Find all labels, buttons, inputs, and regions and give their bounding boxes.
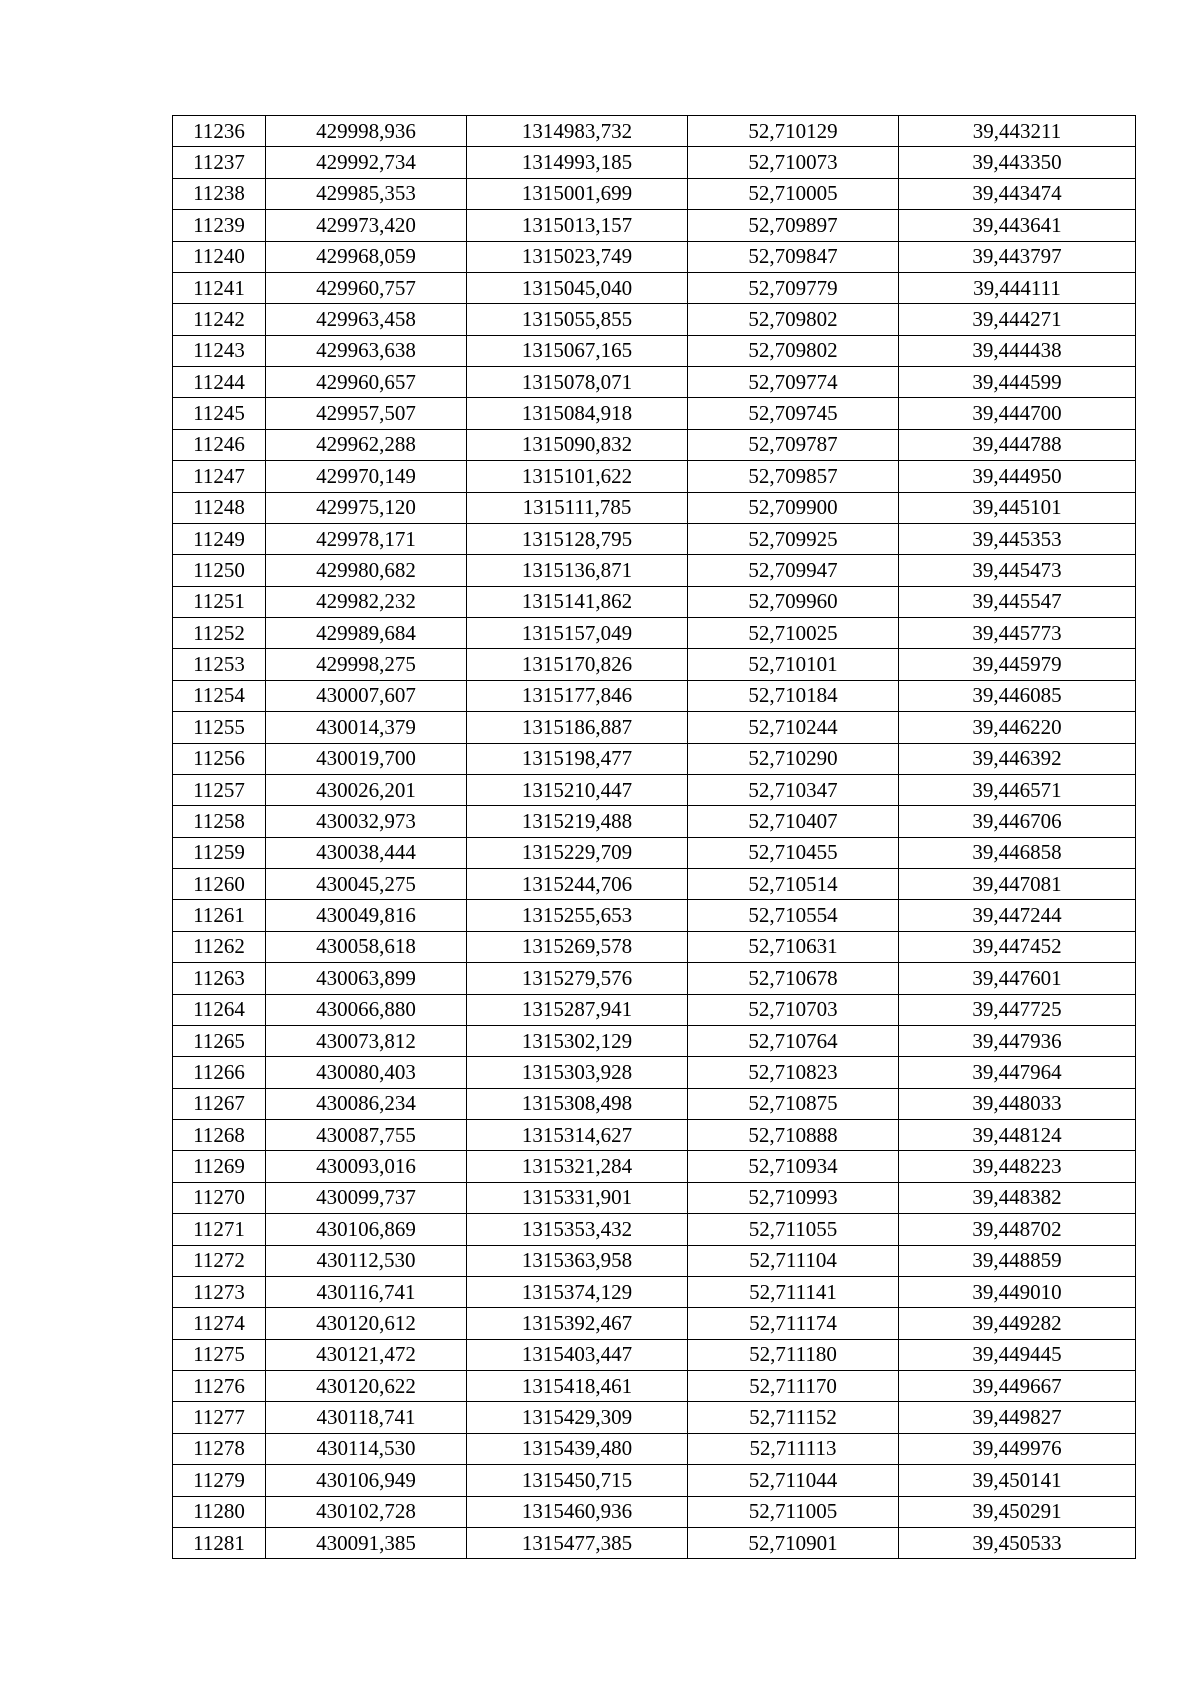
x-coordinate-cell: 430066,880 [266,994,467,1025]
table-row [173,210,1136,241]
table-row [173,806,1136,837]
x-coordinate-cell: 430102,728 [266,1496,467,1527]
x-coordinate-cell: 429962,288 [266,429,467,460]
point-number-cell: 11258 [173,806,266,837]
y-coordinate-cell: 1315128,795 [467,523,688,554]
x-coordinate-cell: 429989,684 [266,618,467,649]
y-coordinate-cell: 1315136,871 [467,555,688,586]
x-coordinate-cell: 429970,149 [266,461,467,492]
latitude-cell: 52,709779 [688,272,899,303]
y-coordinate-cell: 1315177,846 [467,680,688,711]
latitude-cell: 52,711104 [688,1245,899,1276]
latitude-cell: 52,710101 [688,649,899,680]
table-row [173,398,1136,429]
latitude-cell: 52,711141 [688,1276,899,1307]
x-coordinate-cell: 430106,869 [266,1214,467,1245]
table-row [173,1245,1136,1276]
point-number-cell: 11276 [173,1371,266,1402]
table-row [173,178,1136,209]
latitude-cell: 52,711170 [688,1371,899,1402]
table-row [173,680,1136,711]
longitude-cell: 39,443797 [899,241,1136,272]
y-coordinate-cell: 1315101,622 [467,461,688,492]
point-number-cell: 11246 [173,429,266,460]
longitude-cell: 39,443350 [899,147,1136,178]
longitude-cell: 39,447936 [899,1025,1136,1056]
longitude-cell: 39,443474 [899,178,1136,209]
y-coordinate-cell: 1315321,284 [467,1151,688,1182]
latitude-cell: 52,710554 [688,900,899,931]
x-coordinate-cell: 430091,385 [266,1527,467,1558]
point-number-cell: 11275 [173,1339,266,1370]
longitude-cell: 39,444950 [899,461,1136,492]
table-row [173,1308,1136,1339]
latitude-cell: 52,711113 [688,1433,899,1464]
longitude-cell: 39,448033 [899,1088,1136,1119]
longitude-cell: 39,446858 [899,837,1136,868]
y-coordinate-cell: 1315392,467 [467,1308,688,1339]
table-row [173,994,1136,1025]
table-row [173,1433,1136,1464]
table-row [173,1088,1136,1119]
longitude-cell: 39,445473 [899,555,1136,586]
x-coordinate-cell: 430112,530 [266,1245,467,1276]
y-coordinate-cell: 1315111,785 [467,492,688,523]
point-number-cell: 11265 [173,1025,266,1056]
point-number-cell: 11251 [173,586,266,617]
x-coordinate-cell: 429985,353 [266,178,467,209]
y-coordinate-cell: 1315255,653 [467,900,688,931]
x-coordinate-cell: 429975,120 [266,492,467,523]
table-row [173,147,1136,178]
longitude-cell: 39,445979 [899,649,1136,680]
point-number-cell: 11281 [173,1527,266,1558]
longitude-cell: 39,450141 [899,1465,1136,1496]
latitude-cell: 52,711005 [688,1496,899,1527]
y-coordinate-cell: 1315269,578 [467,931,688,962]
y-coordinate-cell: 1315302,129 [467,1025,688,1056]
x-coordinate-cell: 430086,234 [266,1088,467,1119]
point-number-cell: 11242 [173,304,266,335]
x-coordinate-cell: 430080,403 [266,1057,467,1088]
table-row [173,1025,1136,1056]
longitude-cell: 39,448859 [899,1245,1136,1276]
longitude-cell: 39,449976 [899,1433,1136,1464]
y-coordinate-cell: 1315023,749 [467,241,688,272]
longitude-cell: 39,444599 [899,367,1136,398]
table-row [173,1496,1136,1527]
table-row [173,837,1136,868]
y-coordinate-cell: 1315198,477 [467,743,688,774]
longitude-cell: 39,443641 [899,210,1136,241]
longitude-cell: 39,447244 [899,900,1136,931]
x-coordinate-cell: 430038,444 [266,837,467,868]
longitude-cell: 39,447452 [899,931,1136,962]
y-coordinate-cell: 1315287,941 [467,994,688,1025]
table-row [173,304,1136,335]
point-number-cell: 11243 [173,335,266,366]
longitude-cell: 39,445547 [899,586,1136,617]
y-coordinate-cell: 1315013,157 [467,210,688,241]
latitude-cell: 52,709745 [688,398,899,429]
table-row [173,429,1136,460]
longitude-cell: 39,445773 [899,618,1136,649]
y-coordinate-cell: 1315045,040 [467,272,688,303]
latitude-cell: 52,710347 [688,774,899,805]
latitude-cell: 52,709925 [688,523,899,554]
x-coordinate-cell: 430093,016 [266,1151,467,1182]
latitude-cell: 52,710244 [688,712,899,743]
point-number-cell: 11274 [173,1308,266,1339]
point-number-cell: 11259 [173,837,266,868]
y-coordinate-cell: 1315374,129 [467,1276,688,1307]
y-coordinate-cell: 1315210,447 [467,774,688,805]
point-number-cell: 11255 [173,712,266,743]
point-number-cell: 11244 [173,367,266,398]
point-number-cell: 11260 [173,869,266,900]
longitude-cell: 39,450533 [899,1527,1136,1558]
x-coordinate-cell: 429992,734 [266,147,467,178]
point-number-cell: 11270 [173,1182,266,1213]
table-row [173,461,1136,492]
longitude-cell: 39,447081 [899,869,1136,900]
latitude-cell: 52,710703 [688,994,899,1025]
table-row [173,335,1136,366]
longitude-cell: 39,444438 [899,335,1136,366]
latitude-cell: 52,710407 [688,806,899,837]
table-row [173,1214,1136,1245]
y-coordinate-cell: 1315279,576 [467,963,688,994]
table-row [173,743,1136,774]
point-number-cell: 11250 [173,555,266,586]
y-coordinate-cell: 1315219,488 [467,806,688,837]
y-coordinate-cell: 1314983,732 [467,116,688,147]
latitude-cell: 52,710678 [688,963,899,994]
y-coordinate-cell: 1315229,709 [467,837,688,868]
y-coordinate-cell: 1315067,165 [467,335,688,366]
y-coordinate-cell: 1314993,185 [467,147,688,178]
longitude-cell: 39,446392 [899,743,1136,774]
point-number-cell: 11261 [173,900,266,931]
longitude-cell: 39,446571 [899,774,1136,805]
table-row [173,774,1136,805]
longitude-cell: 39,448382 [899,1182,1136,1213]
y-coordinate-cell: 1315001,699 [467,178,688,209]
point-number-cell: 11267 [173,1088,266,1119]
latitude-cell: 52,709787 [688,429,899,460]
latitude-cell: 52,710823 [688,1057,899,1088]
y-coordinate-cell: 1315403,447 [467,1339,688,1370]
latitude-cell: 52,709847 [688,241,899,272]
latitude-cell: 52,709897 [688,210,899,241]
latitude-cell: 52,710005 [688,178,899,209]
point-number-cell: 11273 [173,1276,266,1307]
table-row [173,869,1136,900]
longitude-cell: 39,446085 [899,680,1136,711]
x-coordinate-cell: 430058,618 [266,931,467,962]
point-number-cell: 11247 [173,461,266,492]
x-coordinate-cell: 429960,657 [266,367,467,398]
x-coordinate-cell: 429980,682 [266,555,467,586]
y-coordinate-cell: 1315303,928 [467,1057,688,1088]
latitude-cell: 52,710184 [688,680,899,711]
table-row [173,618,1136,649]
table-row [173,272,1136,303]
table-row [173,116,1136,147]
point-number-cell: 11254 [173,680,266,711]
point-number-cell: 11256 [173,743,266,774]
point-number-cell: 11241 [173,272,266,303]
point-number-cell: 11252 [173,618,266,649]
latitude-cell: 52,710514 [688,869,899,900]
x-coordinate-cell: 430045,275 [266,869,467,900]
latitude-cell: 52,710901 [688,1527,899,1558]
table-row [173,931,1136,962]
x-coordinate-cell: 430007,607 [266,680,467,711]
y-coordinate-cell: 1315450,715 [467,1465,688,1496]
longitude-cell: 39,444271 [899,304,1136,335]
x-coordinate-cell: 429973,420 [266,210,467,241]
table-row [173,1151,1136,1182]
point-number-cell: 11237 [173,147,266,178]
y-coordinate-cell: 1315418,461 [467,1371,688,1402]
y-coordinate-cell: 1315055,855 [467,304,688,335]
y-coordinate-cell: 1315157,049 [467,618,688,649]
x-coordinate-cell: 430121,472 [266,1339,467,1370]
y-coordinate-cell: 1315084,918 [467,398,688,429]
table-row [173,523,1136,554]
y-coordinate-cell: 1315308,498 [467,1088,688,1119]
table-row [173,555,1136,586]
table-row [173,712,1136,743]
table-row [173,1276,1136,1307]
latitude-cell: 52,710888 [688,1120,899,1151]
table-row [173,1402,1136,1433]
point-number-cell: 11272 [173,1245,266,1276]
longitude-cell: 39,447601 [899,963,1136,994]
point-number-cell: 11245 [173,398,266,429]
longitude-cell: 39,447725 [899,994,1136,1025]
latitude-cell: 52,710764 [688,1025,899,1056]
longitude-cell: 39,448223 [899,1151,1136,1182]
longitude-cell: 39,449282 [899,1308,1136,1339]
y-coordinate-cell: 1315170,826 [467,649,688,680]
latitude-cell: 52,711152 [688,1402,899,1433]
x-coordinate-cell: 429978,171 [266,523,467,554]
point-number-cell: 11249 [173,523,266,554]
point-number-cell: 11264 [173,994,266,1025]
longitude-cell: 39,445353 [899,523,1136,554]
table-row [173,367,1136,398]
longitude-cell: 39,449667 [899,1371,1136,1402]
longitude-cell: 39,444700 [899,398,1136,429]
x-coordinate-cell: 430087,755 [266,1120,467,1151]
x-coordinate-cell: 429998,275 [266,649,467,680]
x-coordinate-cell: 430032,973 [266,806,467,837]
table-row [173,1057,1136,1088]
y-coordinate-cell: 1315353,432 [467,1214,688,1245]
y-coordinate-cell: 1315314,627 [467,1120,688,1151]
x-coordinate-cell: 429963,638 [266,335,467,366]
table-row [173,649,1136,680]
longitude-cell: 39,448124 [899,1120,1136,1151]
y-coordinate-cell: 1315363,958 [467,1245,688,1276]
latitude-cell: 52,711044 [688,1465,899,1496]
point-number-cell: 11279 [173,1465,266,1496]
y-coordinate-cell: 1315186,887 [467,712,688,743]
point-number-cell: 11269 [173,1151,266,1182]
latitude-cell: 52,709802 [688,335,899,366]
x-coordinate-cell: 430026,201 [266,774,467,805]
latitude-cell: 52,710025 [688,618,899,649]
point-number-cell: 11236 [173,116,266,147]
latitude-cell: 52,710129 [688,116,899,147]
y-coordinate-cell: 1315090,832 [467,429,688,460]
point-number-cell: 11239 [173,210,266,241]
longitude-cell: 39,446706 [899,806,1136,837]
y-coordinate-cell: 1315477,385 [467,1527,688,1558]
y-coordinate-cell: 1315460,936 [467,1496,688,1527]
table-row [173,1182,1136,1213]
x-coordinate-cell: 430049,816 [266,900,467,931]
longitude-cell: 39,449010 [899,1276,1136,1307]
latitude-cell: 52,709900 [688,492,899,523]
longitude-cell: 39,445101 [899,492,1136,523]
point-number-cell: 11263 [173,963,266,994]
point-number-cell: 11271 [173,1214,266,1245]
point-number-cell: 11257 [173,774,266,805]
table-row [173,492,1136,523]
latitude-cell: 52,710290 [688,743,899,774]
latitude-cell: 52,710631 [688,931,899,962]
y-coordinate-cell: 1315244,706 [467,869,688,900]
x-coordinate-cell: 430116,741 [266,1276,467,1307]
table-row [173,1527,1136,1558]
latitude-cell: 52,711180 [688,1339,899,1370]
x-coordinate-cell: 429957,507 [266,398,467,429]
point-number-cell: 11266 [173,1057,266,1088]
point-number-cell: 11278 [173,1433,266,1464]
latitude-cell: 52,710934 [688,1151,899,1182]
x-coordinate-cell: 430120,622 [266,1371,467,1402]
x-coordinate-cell: 429963,458 [266,304,467,335]
x-coordinate-cell: 430106,949 [266,1465,467,1496]
table-row [173,1465,1136,1496]
longitude-cell: 39,446220 [899,712,1136,743]
x-coordinate-cell: 430014,379 [266,712,467,743]
table-row [173,963,1136,994]
coordinates-table-body [173,116,1136,1559]
latitude-cell: 52,709857 [688,461,899,492]
latitude-cell: 52,711174 [688,1308,899,1339]
longitude-cell: 39,447964 [899,1057,1136,1088]
longitude-cell: 39,444788 [899,429,1136,460]
x-coordinate-cell: 430120,612 [266,1308,467,1339]
y-coordinate-cell: 1315078,071 [467,367,688,398]
point-number-cell: 11238 [173,178,266,209]
table-row [173,586,1136,617]
x-coordinate-cell: 430099,737 [266,1182,467,1213]
x-coordinate-cell: 430073,812 [266,1025,467,1056]
x-coordinate-cell: 429968,059 [266,241,467,272]
y-coordinate-cell: 1315331,901 [467,1182,688,1213]
point-number-cell: 11277 [173,1402,266,1433]
latitude-cell: 52,711055 [688,1214,899,1245]
latitude-cell: 52,709774 [688,367,899,398]
point-number-cell: 11280 [173,1496,266,1527]
longitude-cell: 39,443211 [899,116,1136,147]
latitude-cell: 52,709947 [688,555,899,586]
latitude-cell: 52,709960 [688,586,899,617]
x-coordinate-cell: 429982,232 [266,586,467,617]
x-coordinate-cell: 430019,700 [266,743,467,774]
point-number-cell: 11253 [173,649,266,680]
x-coordinate-cell: 429998,936 [266,116,467,147]
latitude-cell: 52,710875 [688,1088,899,1119]
table-row [173,1371,1136,1402]
y-coordinate-cell: 1315429,309 [467,1402,688,1433]
longitude-cell: 39,449827 [899,1402,1136,1433]
latitude-cell: 52,710455 [688,837,899,868]
table-row [173,1339,1136,1370]
table-row [173,900,1136,931]
table-row [173,241,1136,272]
latitude-cell: 52,710993 [688,1182,899,1213]
latitude-cell: 52,710073 [688,147,899,178]
longitude-cell: 39,448702 [899,1214,1136,1245]
x-coordinate-cell: 430114,530 [266,1433,467,1464]
point-number-cell: 11262 [173,931,266,962]
longitude-cell: 39,450291 [899,1496,1136,1527]
x-coordinate-cell: 429960,757 [266,272,467,303]
y-coordinate-cell: 1315141,862 [467,586,688,617]
y-coordinate-cell: 1315439,480 [467,1433,688,1464]
point-number-cell: 11268 [173,1120,266,1151]
x-coordinate-cell: 430118,741 [266,1402,467,1433]
table-row [173,1120,1136,1151]
x-coordinate-cell: 430063,899 [266,963,467,994]
coordinates-table [172,115,1136,1559]
point-number-cell: 11248 [173,492,266,523]
latitude-cell: 52,709802 [688,304,899,335]
longitude-cell: 39,449445 [899,1339,1136,1370]
point-number-cell: 11240 [173,241,266,272]
longitude-cell: 39,444111 [899,272,1136,303]
